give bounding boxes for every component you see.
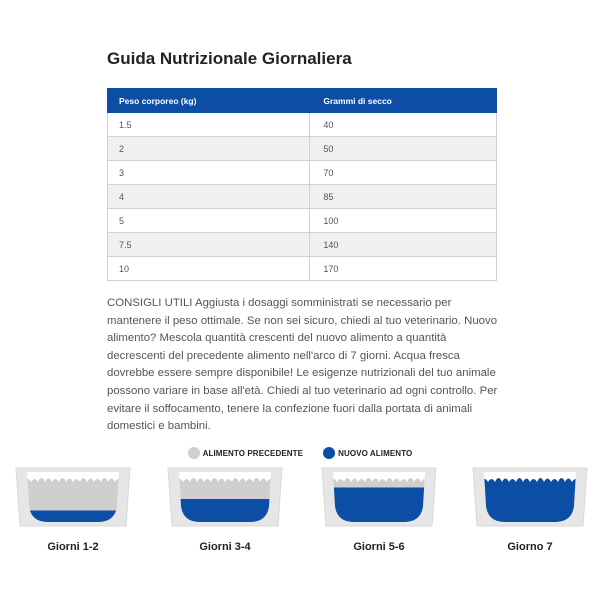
bowl-icon [14, 462, 132, 530]
table-row [108, 137, 497, 161]
header-dry-grams: Grammi di secco [310, 89, 497, 113]
legend-previous-label: ALIMENTO PRECEDENTE [202, 448, 304, 458]
weight-cell: 4 [108, 185, 310, 209]
bowl-label: Giorni 3-4 [199, 541, 251, 553]
weight-cell: 2 [108, 137, 310, 161]
bowl-day-1-2 [14, 462, 132, 553]
legend-new-food [323, 447, 412, 459]
legend-previous-food [188, 447, 303, 459]
weight-cell: 3 [108, 161, 310, 185]
nutrition-table [107, 88, 497, 281]
bowl-label: Giorno 7 [507, 541, 553, 553]
weight-cell: 5 [108, 209, 310, 233]
table-row [108, 185, 497, 209]
new-food-dot-icon [323, 447, 335, 459]
bowl-day-5-6 [320, 462, 438, 553]
table-row [108, 161, 497, 185]
grams-cell: 50 [310, 137, 497, 161]
food-legend [0, 447, 600, 459]
bowl-icon [166, 462, 284, 530]
bowl-label: Giorni 1-2 [47, 541, 99, 553]
legend-new-label: NUOVO ALIMENTO [338, 448, 413, 458]
bowl-day-3-4 [166, 462, 284, 553]
grams-cell: 170 [310, 257, 497, 281]
table-row [108, 257, 497, 281]
table-row [108, 113, 497, 137]
grams-cell: 140 [310, 233, 497, 257]
bowl-icon [471, 462, 589, 530]
bowl-svg [471, 462, 589, 530]
grams-cell: 85 [310, 185, 497, 209]
weight-cell: 10 [108, 257, 310, 281]
weight-cell: 1.5 [108, 113, 310, 137]
table-row [108, 233, 497, 257]
table-header-row [108, 89, 497, 113]
grams-cell: 100 [310, 209, 497, 233]
previous-food-dot-icon [188, 447, 200, 459]
bowl-label: Giorni 5-6 [353, 541, 405, 553]
bowl-day-7 [471, 462, 589, 553]
page-title: Guida Nutrizionale Giornaliera [107, 49, 352, 68]
transition-bowls [0, 462, 600, 572]
bowl-svg [166, 462, 284, 530]
table-row [108, 209, 497, 233]
bowl-icon [320, 462, 438, 530]
bowl-svg [14, 462, 132, 530]
weight-cell: 7.5 [108, 233, 310, 257]
useful-tips-text: CONSIGLI UTILI Aggiusta i dosaggi somministrati se necessario per mantenere il peso ottimale. Se non sei sicuro, chiedi al tuo veterinario. Nuovo alimento? Mescola quantità crescenti del nuovo alimento a quantità decrescenti del precedente alimento nell'arco di 7 giorni. Acqua fresca dovrebbe essere sempre disponibile! Le esigenze nutrizionali del tuo animale possono variare in base all'età. Chiedi al tuo veterinario ad ogni controllo. Per evitare il soffocamento, tenere la confezione fuori dalla portata di animali domestici e bambini. [107, 297, 498, 433]
grams-cell: 40 [310, 113, 497, 137]
header-body-weight: Peso corporeo (kg) [108, 89, 310, 113]
bowl-svg [320, 462, 438, 530]
grams-cell: 70 [310, 161, 497, 185]
